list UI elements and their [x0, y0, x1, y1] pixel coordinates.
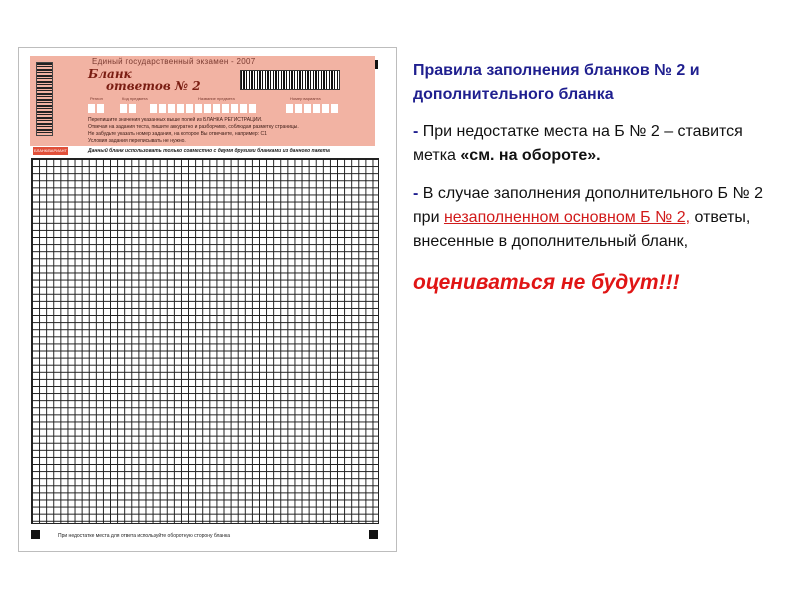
bullet-dash: -	[413, 123, 419, 140]
exam-title: Единый государственный экзамен - 2007	[92, 57, 256, 66]
registration-mark	[369, 530, 378, 539]
region-cells	[88, 104, 106, 113]
barcode-horizontal	[240, 70, 340, 90]
rule-paragraph-2	[413, 182, 783, 254]
subject-name-cells	[150, 104, 258, 113]
instruction-line: Условия задания переписывать не нужно.	[88, 138, 186, 144]
variant-cells	[286, 104, 340, 113]
field-label: Номер варианта	[290, 96, 321, 101]
registration-mark	[31, 530, 40, 539]
stamp-label: БЛАНК/ВАРИАНТ	[34, 148, 67, 153]
field-label: Название предмета	[198, 96, 235, 101]
rule-2-emphasis: оцениваться не будут!!!	[413, 271, 680, 294]
subject-code-cells	[120, 104, 138, 113]
rule-1-text: При недостатке места на Б № 2 – ставится метка	[413, 123, 743, 164]
rule-1-mark: «см. на обороте».	[460, 147, 601, 164]
rule-2-rest: ответы, внесенные в дополнительный бланк,	[413, 209, 751, 250]
warning-line: Данный бланк использовать только совместно с двумя другими бланками из данного пакета	[88, 148, 330, 154]
instruction-line: Перепишите значения указанных выше полей из БЛАНКА РЕГИСТРАЦИИ.	[88, 117, 263, 123]
rule-2-text: В случае заполнения дополнительного Б № 2 при	[413, 185, 763, 226]
instruction-line: Отвечая на задания теста, пишите аккуратно и разборчиво, соблюдая разметку страницы.	[88, 124, 299, 130]
rule-paragraph-1	[413, 120, 783, 168]
barcode-vertical	[36, 62, 53, 136]
bullet-dash: -	[413, 185, 419, 202]
rules-title: Правила заполнения бланков № 2 и дополнительного бланка	[413, 62, 700, 103]
field-label: Регион	[90, 96, 103, 101]
answer-grid	[31, 158, 379, 524]
footer-note: При недостатке места для ответа используйте оборотную сторону бланка	[58, 533, 231, 539]
field-label: Код предмета	[122, 96, 148, 101]
blank-title-line1: Бланк	[88, 67, 132, 81]
blank-title	[88, 68, 201, 92]
blank-title-line2: ответов № 2	[106, 79, 201, 93]
rules-block	[413, 59, 783, 298]
instruction-line: Не забудьте указать номер задания, на которое Вы отвечаете, например: С1	[88, 131, 267, 137]
rule-2-highlight: незаполненном основном Б № 2,	[443, 209, 691, 226]
